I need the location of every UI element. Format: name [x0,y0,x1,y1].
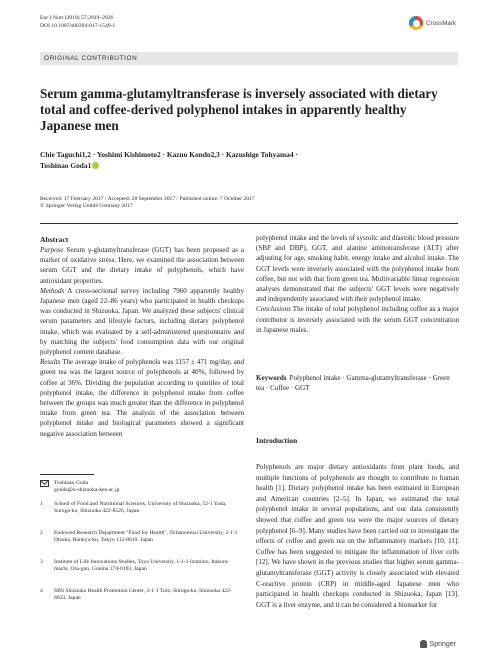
corresponding-author[interactable]: Toshinao Goda1 [40,161,92,170]
conclusions-text: The intake of total polyphenol including coffee as a major contributor is inversely associated with the serum GGT concentration in Japanese males. [256,305,459,334]
results-text-continued: polyphenol intake and the levels of systolic and diastolic blood pressure (SBP and DBP), GGT, and alanine aminotransferase (ALT) after adjusting for age, smoking habit, energy intake and alcohol intake. The GGT levels were inversely associated with the polyphenol intake from coffee, but not with that from green tea. Multivariable linear regression analyses demonstrated that the subjects' GGT levels were negatively and independently associated with their polyphenol intake. [256,234,459,304]
received-dates: Received: 17 February 2017 / Accepted: 28 September 2017 / Published online: 7 October 2017 [40,196,255,202]
correspondence [40,480,244,495]
publisher-logo [420,640,456,648]
keywords [256,373,459,393]
journal-header [40,15,115,30]
correspondence-email[interactable]: gouda@u-shizuoka-ken.ac.jp [54,487,120,494]
affiliation-number: 4 [40,588,43,594]
results-label: Results [40,358,61,367]
affiliation-number: 3 [40,559,43,565]
affiliation-number: 1 [40,501,43,507]
article-title: Serum gamma-glutamyltransferase is inversely associated with dietary total and coffee-derived polyphenol intakes in apparently healthy Japanese men [40,86,438,133]
envelope-icon [40,480,49,490]
doi-link[interactable]: DOI 10.1007/s00394-017-1549-1 [40,22,116,29]
methods-text: A cross-sectional survey including 7960 apparently healthy Japanese men (aged 22–86 years) who participated in health checkups was conducted in Shizuoka, Japan. We analyzed these subjects' clinical serum parameters and lifestyle factors, including dietary polyphenol intake, which was evaluated by a self-administered questionnaire and by matching the subjects' food consumption data with our original polyphenol content database. [40,286,244,357]
journal-citation: Eur J Nutr (2018) 57:2819–2826 [40,15,114,21]
publisher-name: Springer [429,640,456,648]
crossmark-label: CrossMark [426,19,456,27]
affiliation-text: School of Food and Nutritional Sciences, University of Shizuoka, 52-1 Yada, Suruga-ku, Shizuoka 422-8526, Japan [54,501,227,515]
crossmark-badge[interactable] [409,16,456,30]
abstract-right-column [256,233,459,335]
footnote-divider [40,474,94,475]
springer-horse-icon [420,640,427,648]
correspondence-name: Toshinao Goda [54,480,88,486]
results-text: The average intake of polyphenols was 1157 ± 471 mg/day, and green tea was the largest source of polyphenols at 40%, followed by coffee at 36%. Dividing the population according to quintiles of total polyphenol intake, the difference in polyphenol intake from coffee between the groups was much greater than the difference in polyphenol intake from green tea. The analysis of the association between polyphenol intake and biological parameters showed a significant negative association between [40,358,244,438]
authors-line-2 [40,160,460,171]
abstract-left-column [40,245,244,439]
abstract-purpose [40,245,244,286]
abstract-results [40,357,244,439]
affiliation-text: SBS Shizuoka Health Promotion Center, 3-1-1 Toro, Suruga-ku, Shizuoka 422-8033, Japan [54,588,232,602]
authors-line-1: Chie Taguchi1,2 · Yoshimi Kishimoto2 · Kazuo Kondo2,3 · Kazushige Tohyama4 · [40,150,298,159]
affiliation-number: 2 [40,530,43,536]
keywords-label: Keywords [256,374,287,382]
purpose-label: Purpose [40,246,64,254]
affiliation-2 [40,530,244,545]
introduction-text: Polyphenols are major dietary antioxidants from plant foods, and multiple functions of polyphenols are thought to contribute to human health [1]. Dietary polyphenol intake has been estimated in European and American countries [2–5]. In Japan, we estimated the total polyphenol intake in several populations, and our data consistently showed that coffee and green tea were the major sources of dietary polyphenol [6–9]. Many studies have been carried out to investigate the effects of coffee and green tea on the inflammatory markers [10, 11]. Coffee has been suggested to mitigate the inflammation of liver cells [12]. We have shown in the previous studies that higher serum gamma-glutamyltransferase (GGT) activity is closely associated with elevated C-reactive protein (CRP) in middle-aged Japanese men who participated in health checkups conducted in Shizuoka, Japan [13]. GGT is a liver enzyme, and it can be considered a biomarker for [256,463,459,609]
abstract-results-continued [256,233,459,304]
author-list [40,149,460,171]
methods-label: Methods [40,286,65,295]
abstract-heading: Abstract [40,235,69,244]
affiliation-4 [40,588,244,603]
affiliation-text: Institute of Life Innovations Studies, Toyo University, 1-1-1 Izumino, Itakura-machi, Ora-gun, Gunma 374-0193, Japan [54,559,230,573]
crossmark-icon [409,16,423,30]
article-type-banner: ORIGINAL CONTRIBUTION [40,52,458,65]
affiliation-1 [40,501,244,516]
article-history [40,196,460,211]
introduction-heading: Introduction [256,436,298,445]
copyright-notice: © Springer-Verlag GmbH Germany 2017 [40,203,133,210]
affiliation-text: Endowed Research Department "Food for Health", Ochanomizu University, 2-1-1 Otsuka, Bunkyo-ku, Tokyo 112-8610, Japan [54,530,238,544]
section-divider [40,223,458,224]
abstract-conclusions [256,304,459,335]
keywords-list: Polyphenol intake · Gamma-glutamyltransferase · Green tea · Coffee · GGT [256,374,450,393]
affiliation-3 [40,559,244,574]
purpose-text: Serum γ-glutamyltransferase (GGT) has been proposed as a marker of oxidative stress. Here, we examined the association between serum GGT and the dietary intake of polyphenols, which have antioxidant properties. [40,246,244,285]
conclusions-label: Conclusions [256,305,291,314]
abstract-methods [40,286,244,357]
orcid-icon[interactable] [92,162,99,169]
